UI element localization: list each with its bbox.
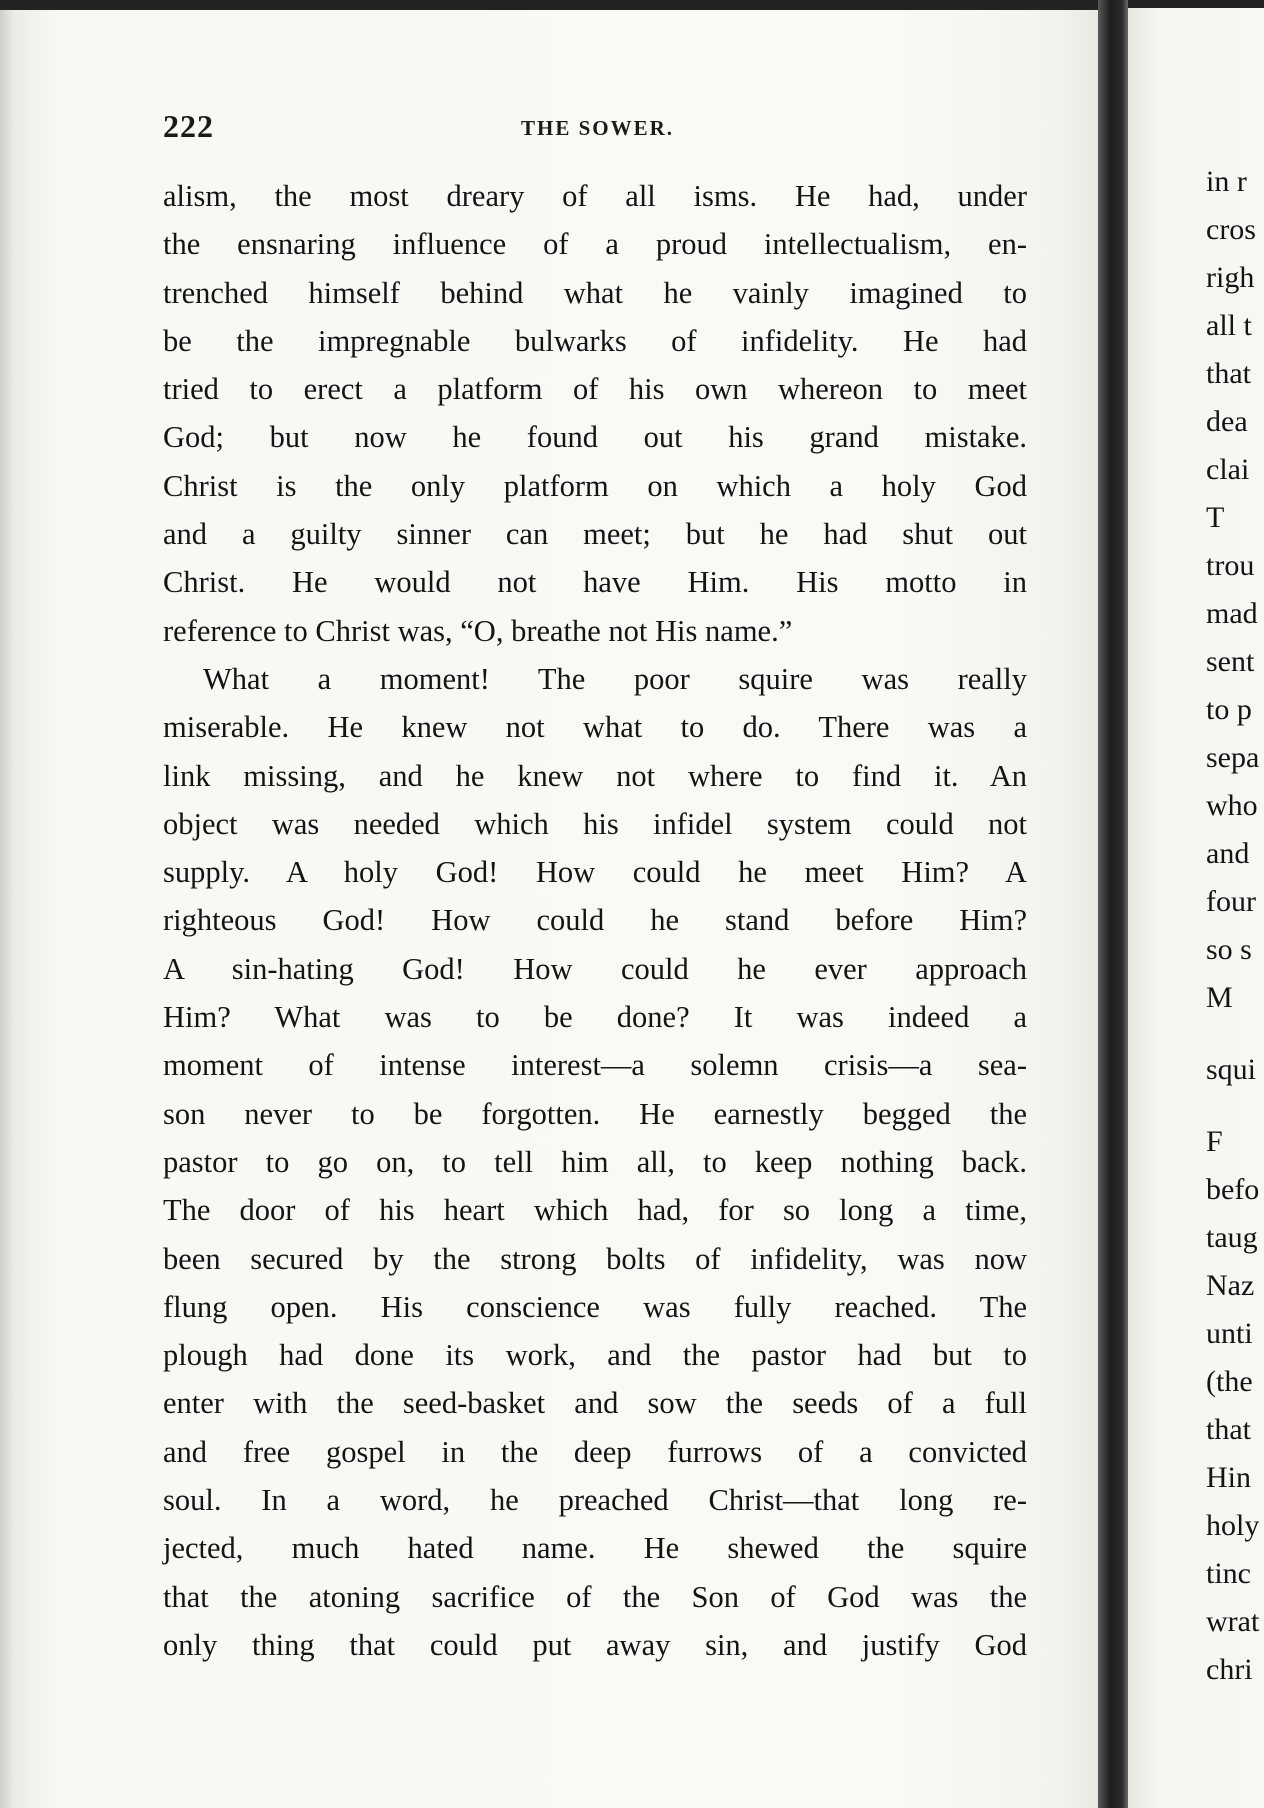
facing-text-fragment: clai: [1206, 453, 1250, 486]
text-line: object was needed which his infidel system could not: [163, 806, 1027, 841]
facing-text-fragment: Naz: [1206, 1269, 1255, 1302]
text-line: enter with the seed-basket and sow the seeds of a full: [163, 1386, 1027, 1421]
text-line: Him? What was to be done? It was indeed a: [163, 1000, 1027, 1035]
text-line: and free gospel in the deep furrows of a convicted: [163, 1434, 1027, 1469]
text-line: the ensnaring influence of a proud intellectualism, en-: [163, 227, 1027, 262]
facing-text-fragment: tinc: [1206, 1557, 1251, 1590]
text-line: tried to erect a platform of his own whereon to meet: [163, 372, 1027, 407]
facing-text-fragment: that: [1206, 1413, 1251, 1446]
text-line: and a guilty sinner can meet; but he had shut out: [163, 517, 1027, 552]
text-line: miserable. He knew not what to do. There was a: [163, 710, 1027, 745]
facing-text-fragment: F: [1206, 1125, 1223, 1158]
facing-text-fragment: sepa: [1206, 741, 1260, 774]
facing-text-fragment: to p: [1206, 693, 1252, 726]
text-line: reference to Christ was, “O, breathe not His name.”: [163, 613, 793, 648]
facing-text-fragment: sent: [1206, 645, 1255, 678]
facing-text-fragment: and: [1206, 837, 1250, 870]
text-line: soul. In a word, he preached Christ—that long re-: [163, 1483, 1027, 1518]
facing-page-text: [1206, 158, 1264, 1694]
text-line: Christ. He would not have Him. His motto in: [163, 565, 1027, 600]
text-line: pastor to go on, to tell him all, to keep nothing back.: [163, 1144, 1027, 1179]
facing-text-fragment: befo: [1206, 1173, 1260, 1206]
facing-text-fragment: that: [1206, 357, 1251, 390]
text-line: only thing that could put away sin, and justify God: [163, 1627, 1027, 1662]
facing-text-fragment: squi: [1206, 1053, 1257, 1086]
facing-text-fragment: in r: [1206, 165, 1247, 198]
text-line: alism, the most dreary of all isms. He had, under: [163, 179, 1027, 213]
text-line: plough had done its work, and the pastor had but to: [163, 1338, 1027, 1373]
facing-text-fragment: trou: [1206, 549, 1255, 582]
text-line: moment of intense interest—a solemn crisis—a sea-: [163, 1048, 1027, 1083]
book-gutter: [1098, 0, 1128, 1808]
text-line: Christ is the only platform on which a holy God: [163, 468, 1027, 503]
facing-text-fragment: chri: [1206, 1653, 1253, 1686]
text-line: been secured by the strong bolts of infidelity, was now: [163, 1241, 1027, 1276]
facing-text-fragment: four: [1206, 885, 1256, 918]
page-body-text: [163, 172, 1027, 1669]
facing-text-fragment: cros: [1206, 213, 1256, 246]
text-line: that the atoning sacrifice of the Son of God was the: [163, 1579, 1027, 1614]
facing-text-fragment: T: [1206, 501, 1225, 534]
text-line: trenched himself behind what he vainly imagined to: [163, 275, 1027, 310]
facing-text-fragment: righ: [1206, 261, 1255, 294]
text-line: A sin-hating God! How could he ever approach: [163, 951, 1027, 986]
facing-text-fragment: who: [1206, 789, 1258, 822]
facing-text-fragment: wrat: [1206, 1605, 1260, 1638]
text-line: be the impregnable bulwarks of infidelity. He had: [163, 323, 1027, 358]
text-line: God; but now he found out his grand mistake.: [163, 420, 1027, 455]
text-line: What a moment! The poor squire was really: [203, 661, 1027, 696]
text-line: jected, much hated name. He shewed the squire: [163, 1531, 1027, 1566]
text-line: The door of his heart which had, for so long a time,: [163, 1193, 1027, 1228]
facing-text-fragment: all t: [1206, 309, 1252, 342]
facing-text-fragment: so s: [1206, 933, 1252, 966]
facing-text-fragment: Hin: [1206, 1461, 1251, 1494]
facing-text-fragment: (the: [1206, 1365, 1253, 1398]
facing-text-fragment: unti: [1206, 1317, 1253, 1350]
facing-text-fragment: dea: [1206, 405, 1248, 438]
page-header: [163, 108, 1027, 148]
text-line: link missing, and he knew not where to find it. An: [163, 758, 1027, 793]
facing-text-fragment: holy: [1206, 1509, 1260, 1542]
page-number: 222: [163, 108, 214, 144]
text-line: righteous God! How could he stand before Him?: [163, 903, 1027, 938]
running-head: THE SOWER.: [521, 116, 675, 140]
facing-text-fragment: M: [1206, 981, 1233, 1014]
text-line: son never to be forgotten. He earnestly begged the: [163, 1096, 1027, 1131]
facing-text-fragment: mad: [1206, 597, 1258, 630]
facing-text-fragment: taug: [1206, 1221, 1258, 1254]
text-line: supply. A holy God! How could he meet Him? A: [163, 855, 1027, 890]
text-line: flung open. His conscience was fully reached. The: [163, 1289, 1027, 1324]
